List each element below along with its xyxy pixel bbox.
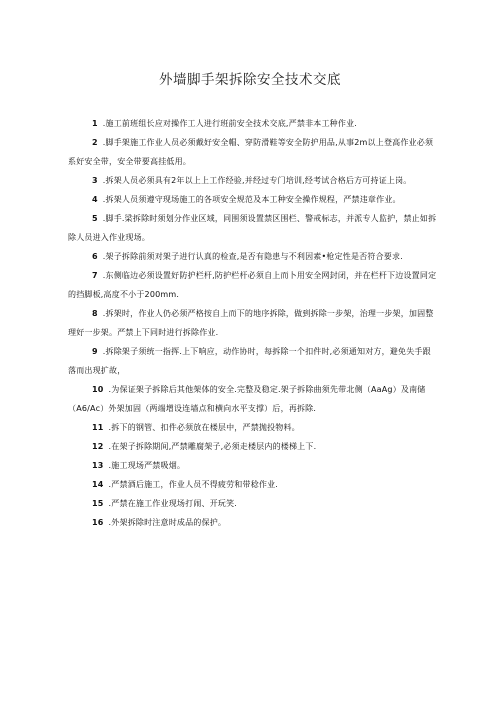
clause-item [68, 456, 438, 475]
clause-text: .施工前班组长应对操作工人进行班前安全技术交底,严禁非本工种作业. [102, 119, 358, 128]
clause-number: 4 [92, 195, 98, 204]
clause-number: 2 [92, 138, 98, 147]
clause-item [68, 133, 438, 171]
clause-text: .脚手.梁拆除时须划分作业区域，同围须设置禁区围栏、警戒标志，并派专人监护，禁止如拆除人员进入作业现场。 [68, 214, 437, 242]
clause-number: 16 [92, 518, 104, 527]
clause-number: 12 [92, 442, 104, 451]
clause-item [68, 209, 438, 247]
clause-text: .为保证架子拆除后其他架体的安全.完整及稳定.架子拆除曲须先带北侧（AaAg）及南储（A6/Ac）外架加固（两端增设连墙点和横向水平支撑）后，再拆除. [68, 385, 426, 413]
clause-list [68, 114, 438, 532]
clause-number: 6 [92, 252, 98, 261]
clause-number: 15 [92, 499, 104, 508]
clause-item [68, 380, 438, 418]
clause-number: 9 [92, 347, 98, 356]
clause-item [68, 114, 438, 133]
clause-text: .拆架时，作业人仍必须严格按自上而下的地序拆除，做到拆除一步架，治理一步架，加固整理好一步架。严禁上下同时进行拆除作业. [68, 309, 434, 337]
clause-text: .拆除架子须统一指挥.上下响应，动作协时，每拆除一个扣件时,必须通知对方，避免失手跟落而出现扩故， [68, 347, 431, 375]
clause-text: .拆架人员须遵守现场施工的各项安全规范及本工种安全操作规程，严禁违章作业。 [102, 195, 401, 204]
clause-text: .在架子拆除期间,严禁雕腐架子,必须走楼层内的楼梯上下. [108, 442, 317, 451]
clause-text: .严禁酒后施工，作业人员不得疲劳和带稔作业. [108, 480, 279, 489]
clause-number: 7 [92, 271, 98, 280]
clause-item [68, 418, 438, 437]
clause-text: .严禁在施工作业现场打闹、开玩笑. [108, 499, 238, 508]
clause-item [68, 304, 438, 342]
clause-item [68, 266, 438, 304]
clause-text: .拆下的钢管、扣件必须放在楼层中，严禁抛投物料。 [108, 423, 300, 432]
clause-item [68, 513, 438, 532]
clause-text: .东侧临边必须设置好防护栏杆,防护栏杆必须自上而卜用安全网封闭，并在栏杆下边设置同定的挡脚板,高度不小于200mm. [68, 271, 437, 299]
clause-text: .外架拆除时注意时成品的保护。 [108, 518, 227, 527]
clause-item [68, 494, 438, 513]
clause-text: .架子拆除前须对架子进行认真的检查,是否有隐患与不利因素•枪定性是否符合要求. [102, 252, 403, 261]
clause-item [68, 190, 438, 209]
clause-number: 3 [92, 176, 98, 185]
clause-item [68, 437, 438, 456]
clause-number: 11 [92, 423, 104, 432]
clause-number: 14 [92, 480, 104, 489]
clause-item [68, 475, 438, 494]
clause-text: .施工现场严禁吸烟。 [108, 461, 186, 470]
clause-number: 5 [92, 214, 98, 223]
clause-item [68, 247, 438, 266]
clause-text: .拆架人员必须具有2年以上上工作经验,并经过专门培训,经考试合格后方可持证上岗。 [102, 176, 412, 185]
clause-number: 1 [92, 119, 98, 128]
clause-number: 10 [92, 385, 104, 394]
clause-number: 8 [92, 309, 98, 318]
clause-item [68, 171, 438, 190]
clause-number: 13 [92, 461, 104, 470]
clause-text: .脚手架施工作业人员必须戴好安全帽、穿防滑鞋等安全防护用品,从事2m以上登高作业必须系好安全带，安全带要高挂低用。 [68, 138, 434, 166]
clause-item [68, 342, 438, 380]
document-title: 外墙脚手架拆除安全技术交底 [159, 72, 341, 88]
